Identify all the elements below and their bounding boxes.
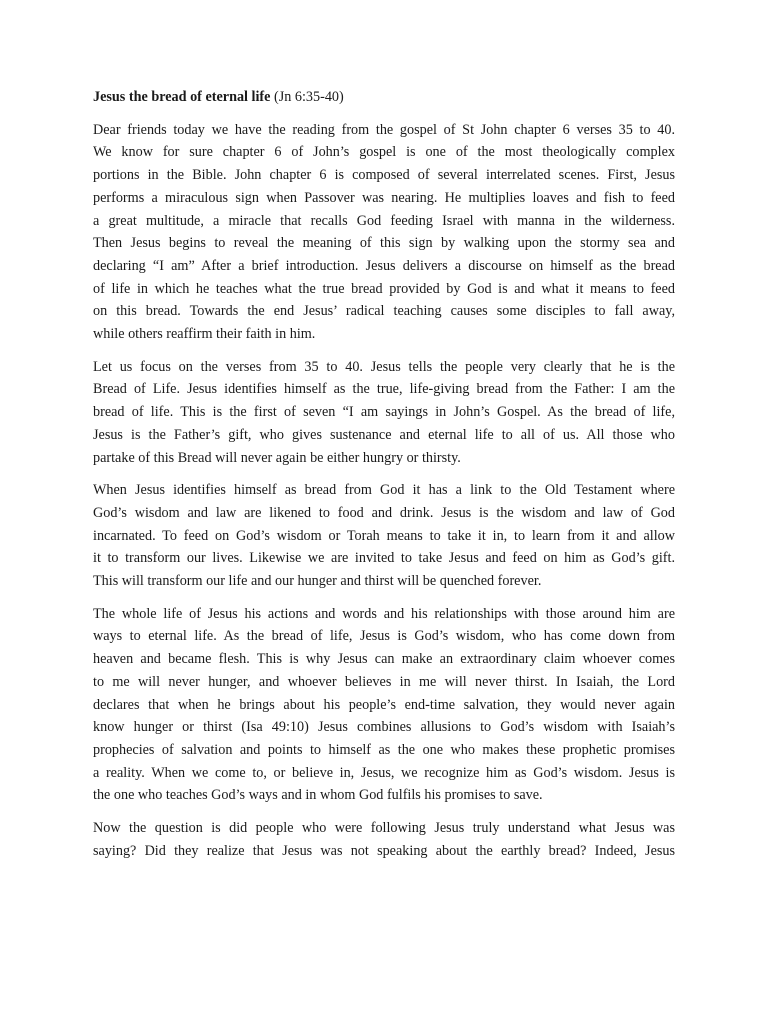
document-title [93,86,675,109]
title-reference: (Jn 6:35-40) [270,89,344,105]
text-line: a reality. When we come to, or believe in, Jesus, we recognize him as God’s wisdom. Jesus is [93,764,675,781]
text-line: heaven and became flesh. This is why Jesus can make an extraordinary claim whoever comes [93,651,675,668]
text-line: The whole life of Jesus his actions and words and his relationships with those around him are [93,605,675,622]
text-line: When Jesus identifies himself as bread from God it has a link to the Old Testament where [93,482,675,499]
text-line: declares that when he brings about his people’s end-time salvation, they would never again [93,696,675,713]
text-line: while others reaffirm their faith in him. [93,326,316,343]
text-line: performs a miraculous sign when Passover was nearing. He multiplies loaves and fish to feed [93,189,675,206]
paragraph-5 [93,817,675,862]
text-line: Let us focus on the verses from 35 to 40. Jesus tells the people very clearly that he is the [93,358,675,375]
text-line: on this bread. Towards the end Jesus’ radical teaching causes some disciples to fall away, [93,303,675,320]
title-main: Jesus the bread of eternal life [93,89,271,105]
text-line: portions in the Bible. John chapter 6 is composed of several interrelated scenes. First, Jesus [93,167,675,184]
paragraph-1 [93,119,675,346]
text-line: bread of life. This is the first of seven “I am sayings in John’s Gospel. As the bread of life, [93,404,675,421]
text-line: partake of this Bread will never again be either hungry or thirsty. [93,449,461,466]
text-line: of life in which he teaches what the true bread provided by God is and what it means to feed [93,280,675,297]
text-line: saying? Did they realize that Jesus was not speaking about the earthly bread? Indeed, Jesus [93,842,675,859]
text-line: ways to eternal life. As the bread of life, Jesus is God’s wisdom, who has come down from [93,628,675,645]
document-body [93,86,675,873]
text-line: know hunger or thirst (Isa 49:10) Jesus combines allusions to God’s wisdom with Isaiah’s [93,719,675,736]
text-line: Bread of Life. Jesus identifies himself as the true, life-giving bread from the Father: I am the [93,381,675,398]
text-line: God’s wisdom and law are likened to food and drink. Jesus is the wisdom and law of God [93,504,675,521]
text-line: to me will never hunger, and whoever believes in me will never thirst. In Isaiah, the Lord [93,673,675,690]
text-line: it to transform our lives. Likewise we are invited to take Jesus and feed on him as God’s gift. [93,550,675,567]
text-line: We know for sure chapter 6 of John’s gospel is one of the most theologically complex [93,144,675,161]
text-line: Now the question is did people who were following Jesus truly understand what Jesus was [93,820,675,837]
text-line: the one who teaches God’s ways and in whom God fulfils his promises to save. [93,787,543,804]
text-line: a great multitude, a miracle that recalls God feeding Israel with manna in the wilderness. [93,212,675,229]
text-line: Jesus is the Father’s gift, who gives sustenance and eternal life to all of us. All those who [93,426,675,443]
text-line: declaring “I am” After a brief introduction. Jesus delivers a discourse on himself as the bread [93,257,675,274]
text-line: This will transform our life and our hunger and thirst will be quenched forever. [93,573,542,590]
paragraph-2 [93,356,675,470]
paragraph-4 [93,603,675,807]
paragraph-3 [93,479,675,593]
text-line: incarnated. To feed on God’s wisdom or Torah means to take it in, to learn from it and allow [93,527,675,544]
text-line: Then Jesus begins to reveal the meaning of this sign by walking upon the stormy sea and [93,235,675,252]
text-line: Dear friends today we have the reading from the gospel of St John chapter 6 verses 35 to 40. [93,121,675,138]
text-line: prophecies of salvation and points to himself as the one who makes these prophetic promises [93,741,675,758]
